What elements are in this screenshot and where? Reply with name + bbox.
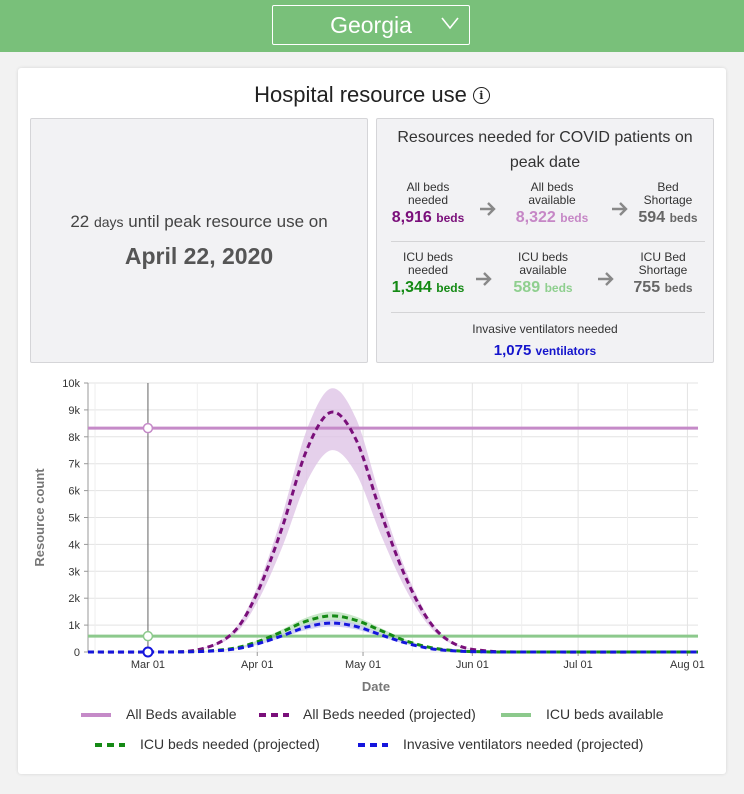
peak-date: April 22, 2020 xyxy=(124,243,274,269)
legend-label[interactable]: ICU beds needed (projected) xyxy=(140,736,320,752)
arrow-right-icon xyxy=(597,271,615,287)
cell-unit: beds xyxy=(436,281,465,295)
state-select[interactable] xyxy=(272,5,470,45)
y-tick-label: 7k xyxy=(68,458,80,471)
cell-label: needed xyxy=(407,263,449,277)
cell-unit: beds xyxy=(669,211,698,225)
cell-label: ICU Bed xyxy=(640,250,686,264)
y-tick-label: 2k xyxy=(68,593,80,606)
x-axis-label: Date xyxy=(361,679,391,694)
legend-swatch xyxy=(258,711,290,719)
cell-unit: beds xyxy=(436,211,465,225)
y-tick-label: 6k xyxy=(68,485,80,498)
y-tick-label: 10k xyxy=(62,378,80,390)
marker-beds-available xyxy=(143,424,152,433)
cell-label: Shortage xyxy=(638,263,688,277)
state-select-value: Georgia xyxy=(330,11,412,38)
icu-beds-row xyxy=(377,251,713,311)
ventilators-label: Invasive ventilators needed xyxy=(472,322,618,336)
divider xyxy=(391,241,705,242)
legend-label[interactable]: All Beds needed (projected) xyxy=(303,706,476,722)
cell-value-wrap xyxy=(623,209,713,227)
x-tick-label: Jul 01 xyxy=(563,659,593,671)
cell-value: 755 xyxy=(633,279,661,296)
ventilators-value: 1,075 xyxy=(493,342,532,359)
marker-icu-available xyxy=(143,632,152,641)
card-title-text: Hospital resource use xyxy=(254,82,467,107)
cell-label: Bed xyxy=(657,180,679,194)
peak-panel xyxy=(30,118,368,363)
cell-label: ICU beds xyxy=(402,250,454,264)
ventilators-value-wrap xyxy=(377,342,713,359)
icu-beds-needed xyxy=(383,251,473,297)
x-tick-label: Mar 01 xyxy=(130,659,166,671)
cell-label: All beds xyxy=(406,180,450,194)
cell-value-wrap xyxy=(383,279,473,297)
cell-label: ICU beds xyxy=(517,250,569,264)
y-tick-label: 1k xyxy=(68,620,80,633)
y-tick-label: 3k xyxy=(68,566,80,579)
cell-unit: beds xyxy=(560,211,589,225)
peak-days-unit: days xyxy=(93,214,124,230)
cell-value-wrap xyxy=(498,279,588,297)
all-beds-needed xyxy=(383,181,473,227)
resource-chart xyxy=(0,370,744,700)
legend-swatch xyxy=(357,741,389,749)
cell-value-wrap xyxy=(383,209,473,227)
y-axis-label: Resource count xyxy=(32,468,47,567)
resources-panel xyxy=(376,118,714,363)
peak-countdown xyxy=(31,212,367,232)
x-tick-label: Aug 01 xyxy=(669,659,705,671)
x-tick-label: May 01 xyxy=(344,659,382,671)
icu-beds-available xyxy=(498,251,588,297)
cell-unit: beds xyxy=(544,281,573,295)
resources-title xyxy=(377,125,713,175)
y-tick-label: 9k xyxy=(68,404,80,417)
legend-label[interactable]: ICU beds available xyxy=(546,706,664,722)
cell-value: 594 xyxy=(638,209,666,226)
y-tick-label: 8k xyxy=(68,431,80,444)
cell-label: needed xyxy=(407,193,449,207)
cell-value: 8,322 xyxy=(515,209,556,226)
arrow-right-icon xyxy=(479,201,497,217)
cell-value: 1,344 xyxy=(391,279,432,296)
peak-days: 22 xyxy=(70,212,90,231)
all-beds-available xyxy=(507,181,597,227)
legend-swatch xyxy=(80,711,112,719)
cell-value-wrap xyxy=(507,209,597,227)
divider xyxy=(391,312,705,313)
resources-title-line2: peak date xyxy=(509,154,581,171)
marker-ventilators xyxy=(143,648,152,657)
legend-label[interactable]: All Beds available xyxy=(126,706,237,722)
cell-unit: beds xyxy=(664,281,693,295)
arrow-right-icon xyxy=(475,271,493,287)
icu-bed-shortage xyxy=(618,251,708,297)
bed-shortage xyxy=(623,181,713,227)
info-icon[interactable]: i xyxy=(473,87,490,104)
peak-text: until peak resource use on xyxy=(128,212,328,231)
all-beds-row xyxy=(377,181,713,241)
cell-label: Shortage xyxy=(643,193,693,207)
y-tick-label: 0 xyxy=(73,647,80,659)
y-tick-label: 5k xyxy=(68,512,80,525)
card-title xyxy=(0,82,744,108)
legend-swatch xyxy=(500,711,532,719)
x-tick-label: Jun 01 xyxy=(455,659,489,671)
legend-label[interactable]: Invasive ventilators needed (projected) xyxy=(403,736,644,752)
chevron-down-icon xyxy=(441,16,459,30)
cell-value-wrap xyxy=(618,279,708,297)
cell-label: available xyxy=(528,193,576,207)
cell-value: 589 xyxy=(513,279,541,296)
resources-title-line1: Resources needed for COVID patients on xyxy=(397,129,693,146)
y-tick-label: 4k xyxy=(68,539,80,552)
cell-label: All beds xyxy=(530,180,574,194)
legend-swatch xyxy=(94,741,126,749)
cell-value: 8,916 xyxy=(391,209,432,226)
ventilators-unit: ventilators xyxy=(535,344,597,358)
cell-label: available xyxy=(519,263,567,277)
x-tick-label: Apr 01 xyxy=(241,659,274,671)
